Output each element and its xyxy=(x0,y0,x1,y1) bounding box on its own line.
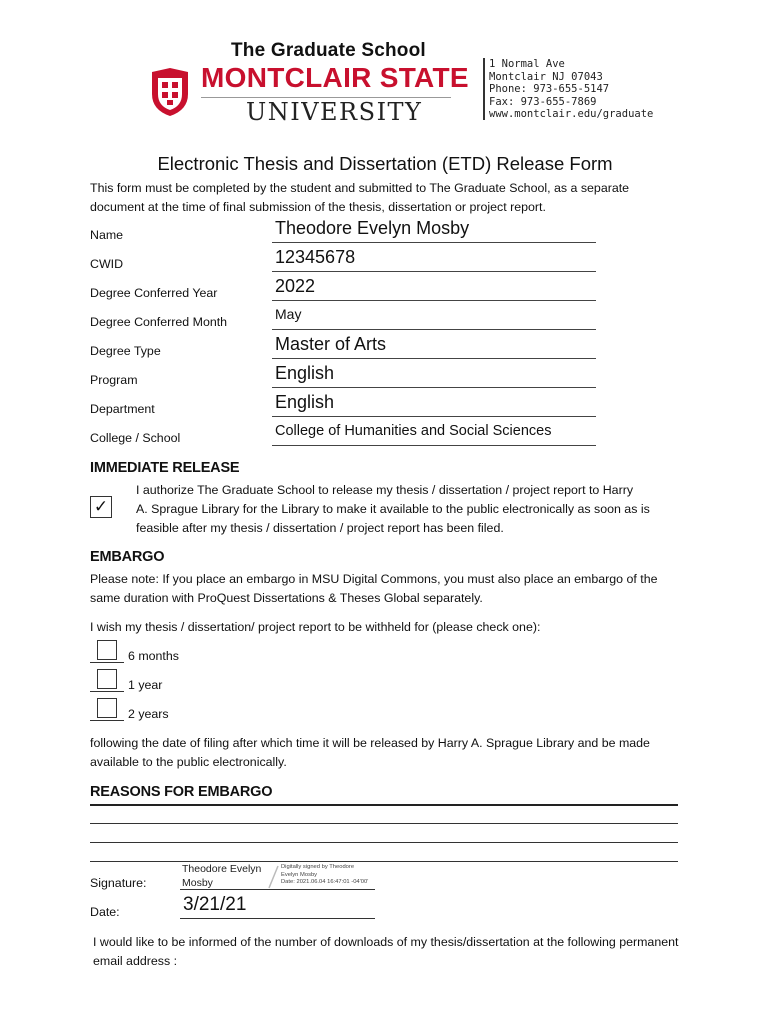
field-label-name: Name xyxy=(90,228,124,242)
field-value-month[interactable]: May xyxy=(275,306,302,322)
immediate-release-text xyxy=(136,481,696,538)
contact-address2: Montclair NJ 07043 xyxy=(489,70,603,83)
embargo-1-year-label: 1 year xyxy=(128,678,163,692)
immediate-release-heading: IMMEDIATE RELEASE xyxy=(90,460,240,476)
immediate-release-checkbox[interactable]: ✓ xyxy=(90,496,112,518)
field-line-degree-type xyxy=(272,358,596,359)
field-label-year: Degree Conferred Year xyxy=(90,286,218,300)
embargo-following-line-2: available to the public electronically. xyxy=(90,755,287,769)
embargo-1-year-underline xyxy=(90,691,124,692)
embargo-2-years-checkbox[interactable] xyxy=(97,698,117,718)
field-line-month xyxy=(272,329,596,330)
embargo-following-text xyxy=(90,734,710,772)
field-line-program xyxy=(272,387,596,388)
signature-name[interactable] xyxy=(182,862,261,890)
field-line-year xyxy=(272,300,596,301)
embargo-6-months-label: 6 months xyxy=(128,649,179,663)
field-label-college: College / School xyxy=(90,431,181,445)
field-line-college xyxy=(272,445,596,446)
contact-fax: Fax: 973-655-7869 xyxy=(489,95,597,108)
university-name: MONTCLAIR STATE xyxy=(201,62,469,93)
embargo-2-years-underline xyxy=(90,720,124,721)
signature-slash-icon xyxy=(266,864,280,890)
field-label-degree-type: Degree Type xyxy=(90,344,161,358)
embargo-6-months-underline xyxy=(90,662,124,663)
immediate-line-1: I authorize The Graduate School to release my thesis / dissertation / project report to Harry xyxy=(136,483,634,497)
form-title: Electronic Thesis and Dissertation (ETD) Release Form xyxy=(157,153,613,174)
signature-name-line-2: Mosby xyxy=(182,877,213,889)
digital-stamp-line-1: Digitally signed by Theodore xyxy=(281,864,355,870)
graduate-school-title: The Graduate School xyxy=(231,40,426,61)
university-seal-icon xyxy=(148,66,192,118)
embargo-note-line-1: Please note: If you place an embargo in MSU Digital Commons, you must also place an embargo of the xyxy=(90,572,658,586)
contact-address1: 1 Normal Ave xyxy=(489,58,565,70)
contact-divider xyxy=(483,58,485,120)
form-intro xyxy=(90,179,690,217)
date-value[interactable]: 3/21/21 xyxy=(183,894,247,915)
signature-digital-stamp xyxy=(281,864,368,887)
field-value-name[interactable]: Theodore Evelyn Mosby xyxy=(275,218,470,238)
reasons-line-1[interactable] xyxy=(90,804,678,806)
immediate-line-2: A. Sprague Library for the Library to make it available to the public electronically as soon as is xyxy=(136,502,650,516)
downloads-notice-line-1: I would like to be informed of the number of downloads of my thesis/dissertation at the following permanent xyxy=(93,935,679,949)
contact-website: www.montclair.edu/graduate xyxy=(489,108,654,121)
field-label-department: Department xyxy=(90,402,155,416)
embargo-prompt: I wish my thesis / dissertation/ project report to be withheld for (please check one): xyxy=(90,620,541,634)
intro-line-2: document at the time of final submission of the thesis, dissertation or project report. xyxy=(90,200,546,214)
reasons-line-2[interactable] xyxy=(90,823,678,824)
date-underline xyxy=(180,918,375,919)
reasons-heading: REASONS FOR EMBARGO xyxy=(90,784,273,800)
field-value-degree-type[interactable]: Master of Arts xyxy=(275,334,387,354)
field-value-cwid[interactable]: 12345678 xyxy=(275,247,356,267)
university-subtitle: UNIVERSITY xyxy=(246,98,423,126)
signature-label: Signature: xyxy=(90,876,147,890)
field-label-program: Program xyxy=(90,373,138,387)
immediate-line-3: feasible after my thesis / dissertation / project report has been filed. xyxy=(136,521,504,535)
downloads-notice xyxy=(93,933,733,971)
embargo-following-line-1: following the date of filing after which time it will be released by Harry A. Sprague Library and be made xyxy=(90,736,650,750)
field-line-name xyxy=(272,242,596,243)
field-label-month: Degree Conferred Month xyxy=(90,315,228,329)
embargo-6-months-checkbox[interactable] xyxy=(97,640,117,660)
field-line-cwid xyxy=(272,271,596,272)
field-line-department xyxy=(272,416,596,417)
embargo-heading: EMBARGO xyxy=(90,549,165,565)
field-label-cwid: CWID xyxy=(90,257,124,271)
contact-info xyxy=(489,58,653,121)
signature-name-line-1: Theodore Evelyn xyxy=(182,863,262,875)
field-value-year[interactable]: 2022 xyxy=(275,276,316,296)
date-label: Date: xyxy=(90,905,120,919)
contact-phone: Phone: 973-655-5147 xyxy=(489,83,610,96)
embargo-1-year-checkbox[interactable] xyxy=(97,669,117,689)
reasons-line-3[interactable] xyxy=(90,842,678,843)
field-value-program[interactable]: English xyxy=(275,363,335,383)
field-value-college[interactable]: College of Humanities and Social Sciences xyxy=(275,423,552,439)
digital-stamp-line-3: Date: 2021.06.04 16:47:01 -04'00' xyxy=(281,879,369,886)
embargo-note-line-2: same duration with ProQuest Dissertations & Theses Global separately. xyxy=(90,591,483,605)
signature-underline xyxy=(180,889,375,890)
field-value-department[interactable]: English xyxy=(275,392,335,412)
intro-line-1: This form must be completed by the student and submitted to The Graduate School, as a separate xyxy=(90,181,630,195)
digital-stamp-line-2: Evelyn Mosby xyxy=(281,871,318,878)
downloads-notice-line-2: email address : xyxy=(93,954,178,968)
embargo-note xyxy=(90,570,710,608)
reasons-line-4[interactable] xyxy=(90,861,678,862)
embargo-2-years-label: 2 years xyxy=(128,707,169,721)
